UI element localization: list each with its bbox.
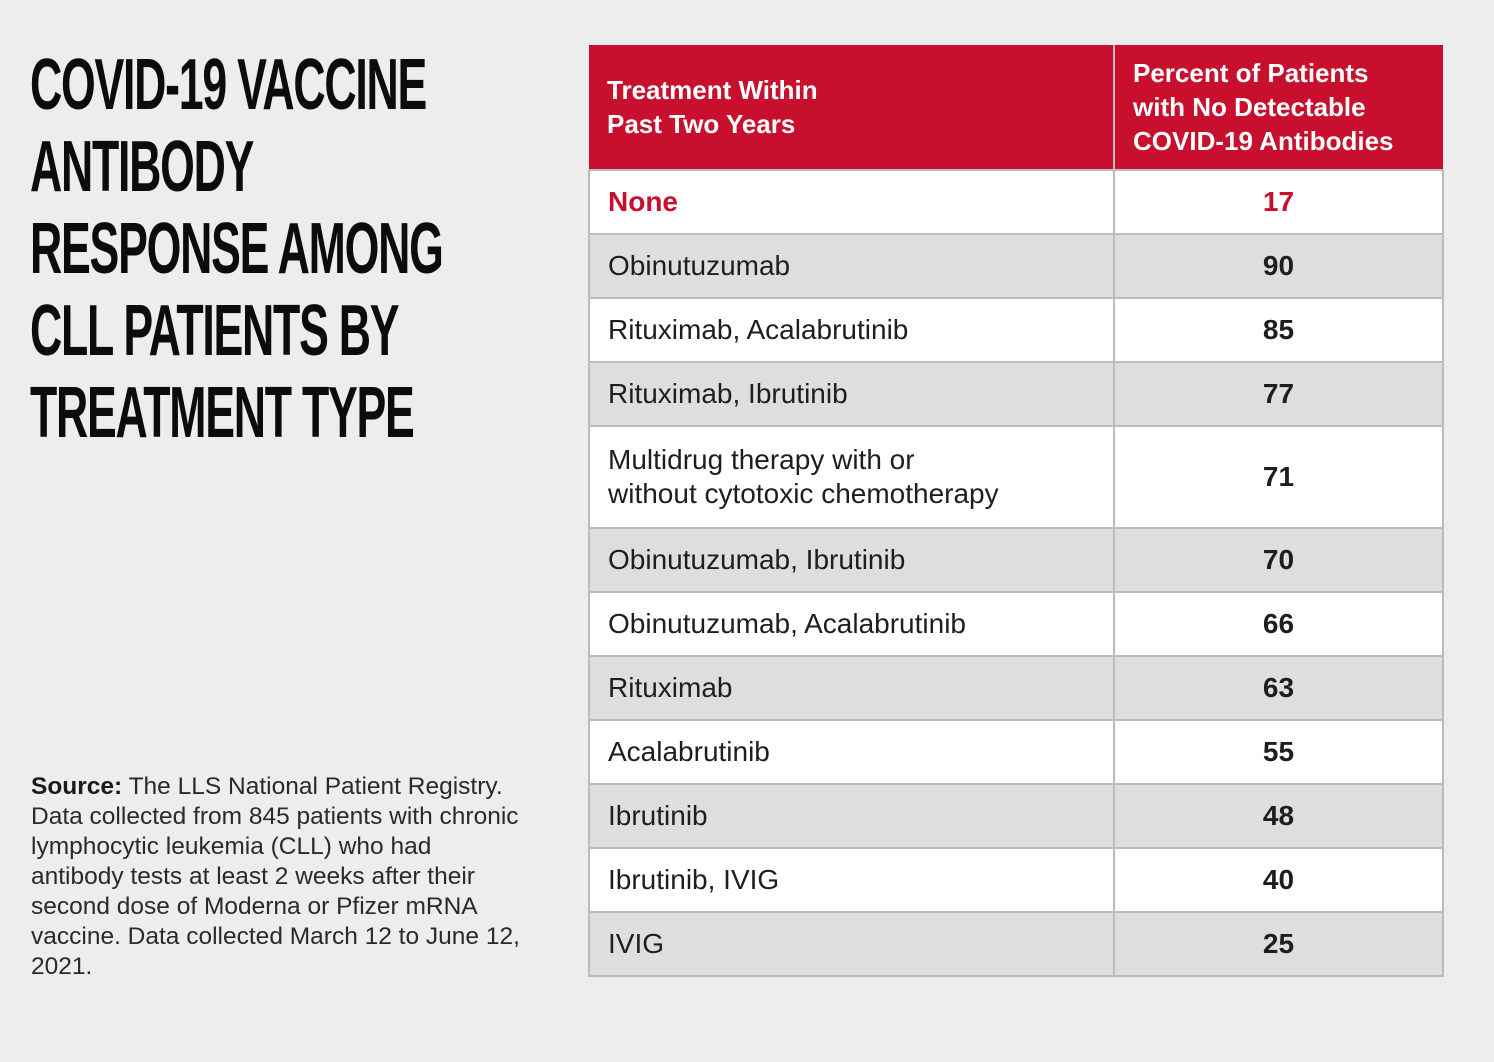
treatment-line: without cytotoxic chemotherapy [608,478,999,509]
table-body [589,170,1443,976]
title-line: ANTIBODY [30,127,254,207]
treatment-cell [589,720,1114,784]
treatment-cell [589,170,1114,234]
treatment-cell [589,298,1114,362]
header-percent [1114,45,1443,170]
table-row [589,592,1443,656]
treatment-cell [589,784,1114,848]
percent-cell: 70 [1114,528,1443,592]
table-row [589,912,1443,976]
treatment-line: IVIG [608,928,665,959]
data-table [588,45,1444,977]
table-row [589,528,1443,592]
percent-cell: 77 [1114,362,1443,426]
header-treatment [589,45,1114,170]
header-line: with No Detectable [1133,92,1366,122]
header-line: COVID-19 Antibodies [1133,126,1394,156]
treatment-cell [589,362,1114,426]
treatment-line: Obinutuzumab, Acalabrutinib [608,608,966,639]
treatment-line: Acalabrutinib [608,736,770,767]
percent-cell: 63 [1114,656,1443,720]
treatment-line: None [608,186,678,217]
treatment-cell [589,912,1114,976]
table-header-row [589,45,1443,170]
treatment-cell [589,528,1114,592]
table-row [589,170,1443,234]
table-row [589,426,1443,528]
table-row [589,656,1443,720]
percent-cell: 25 [1114,912,1443,976]
source-label: Source: [31,773,123,800]
source-text: The LLS National Patient Registry. Data collected from 845 patients with chronic lymphocytic leukemia (CLL) who had antibody tests at least 2 weeks after their second dose of Moderna or Pfizer mRNA vaccine. Data collected March 12 to June 12, 2021. [31,773,520,980]
table-row [589,720,1443,784]
header-line: Treatment Within [607,75,818,105]
treatment-line: Obinutuzumab [608,250,791,281]
treatment-cell [589,848,1114,912]
treatment-line: Ibrutinib, IVIG [608,864,780,895]
header-line: Percent of Patients [1133,58,1369,88]
percent-cell: 17 [1114,170,1443,234]
treatment-line: Obinutuzumab, Ibrutinib [608,544,906,575]
percent-cell: 40 [1114,848,1443,912]
percent-cell: 48 [1114,784,1443,848]
treatment-cell [589,592,1114,656]
source-note [31,772,521,982]
header-line: Past Two Years [607,109,796,139]
title-line: CLL PATIENTS BY [30,291,399,371]
treatment-line: Rituximab [608,672,733,703]
treatment-cell [589,234,1114,298]
chart-title [30,44,443,454]
treatment-line: Rituximab, Ibrutinib [608,378,848,409]
percent-cell: 90 [1114,234,1443,298]
table-row [589,362,1443,426]
treatment-cell [589,656,1114,720]
title-line: RESPONSE AMONG [30,209,443,289]
table-row [589,784,1443,848]
percent-cell: 66 [1114,592,1443,656]
treatment-line: Multidrug therapy with or [608,444,915,475]
table-row [589,234,1443,298]
table-row [589,848,1443,912]
treatment-cell [589,426,1114,528]
percent-cell: 85 [1114,298,1443,362]
title-line: COVID-19 VACCINE [30,45,427,125]
treatment-line: Rituximab, Acalabrutinib [608,314,909,345]
treatment-line: Ibrutinib [608,800,708,831]
table-row [589,298,1443,362]
percent-cell: 71 [1114,426,1443,528]
percent-cell: 55 [1114,720,1443,784]
title-line: TREATMENT TYPE [30,373,414,453]
